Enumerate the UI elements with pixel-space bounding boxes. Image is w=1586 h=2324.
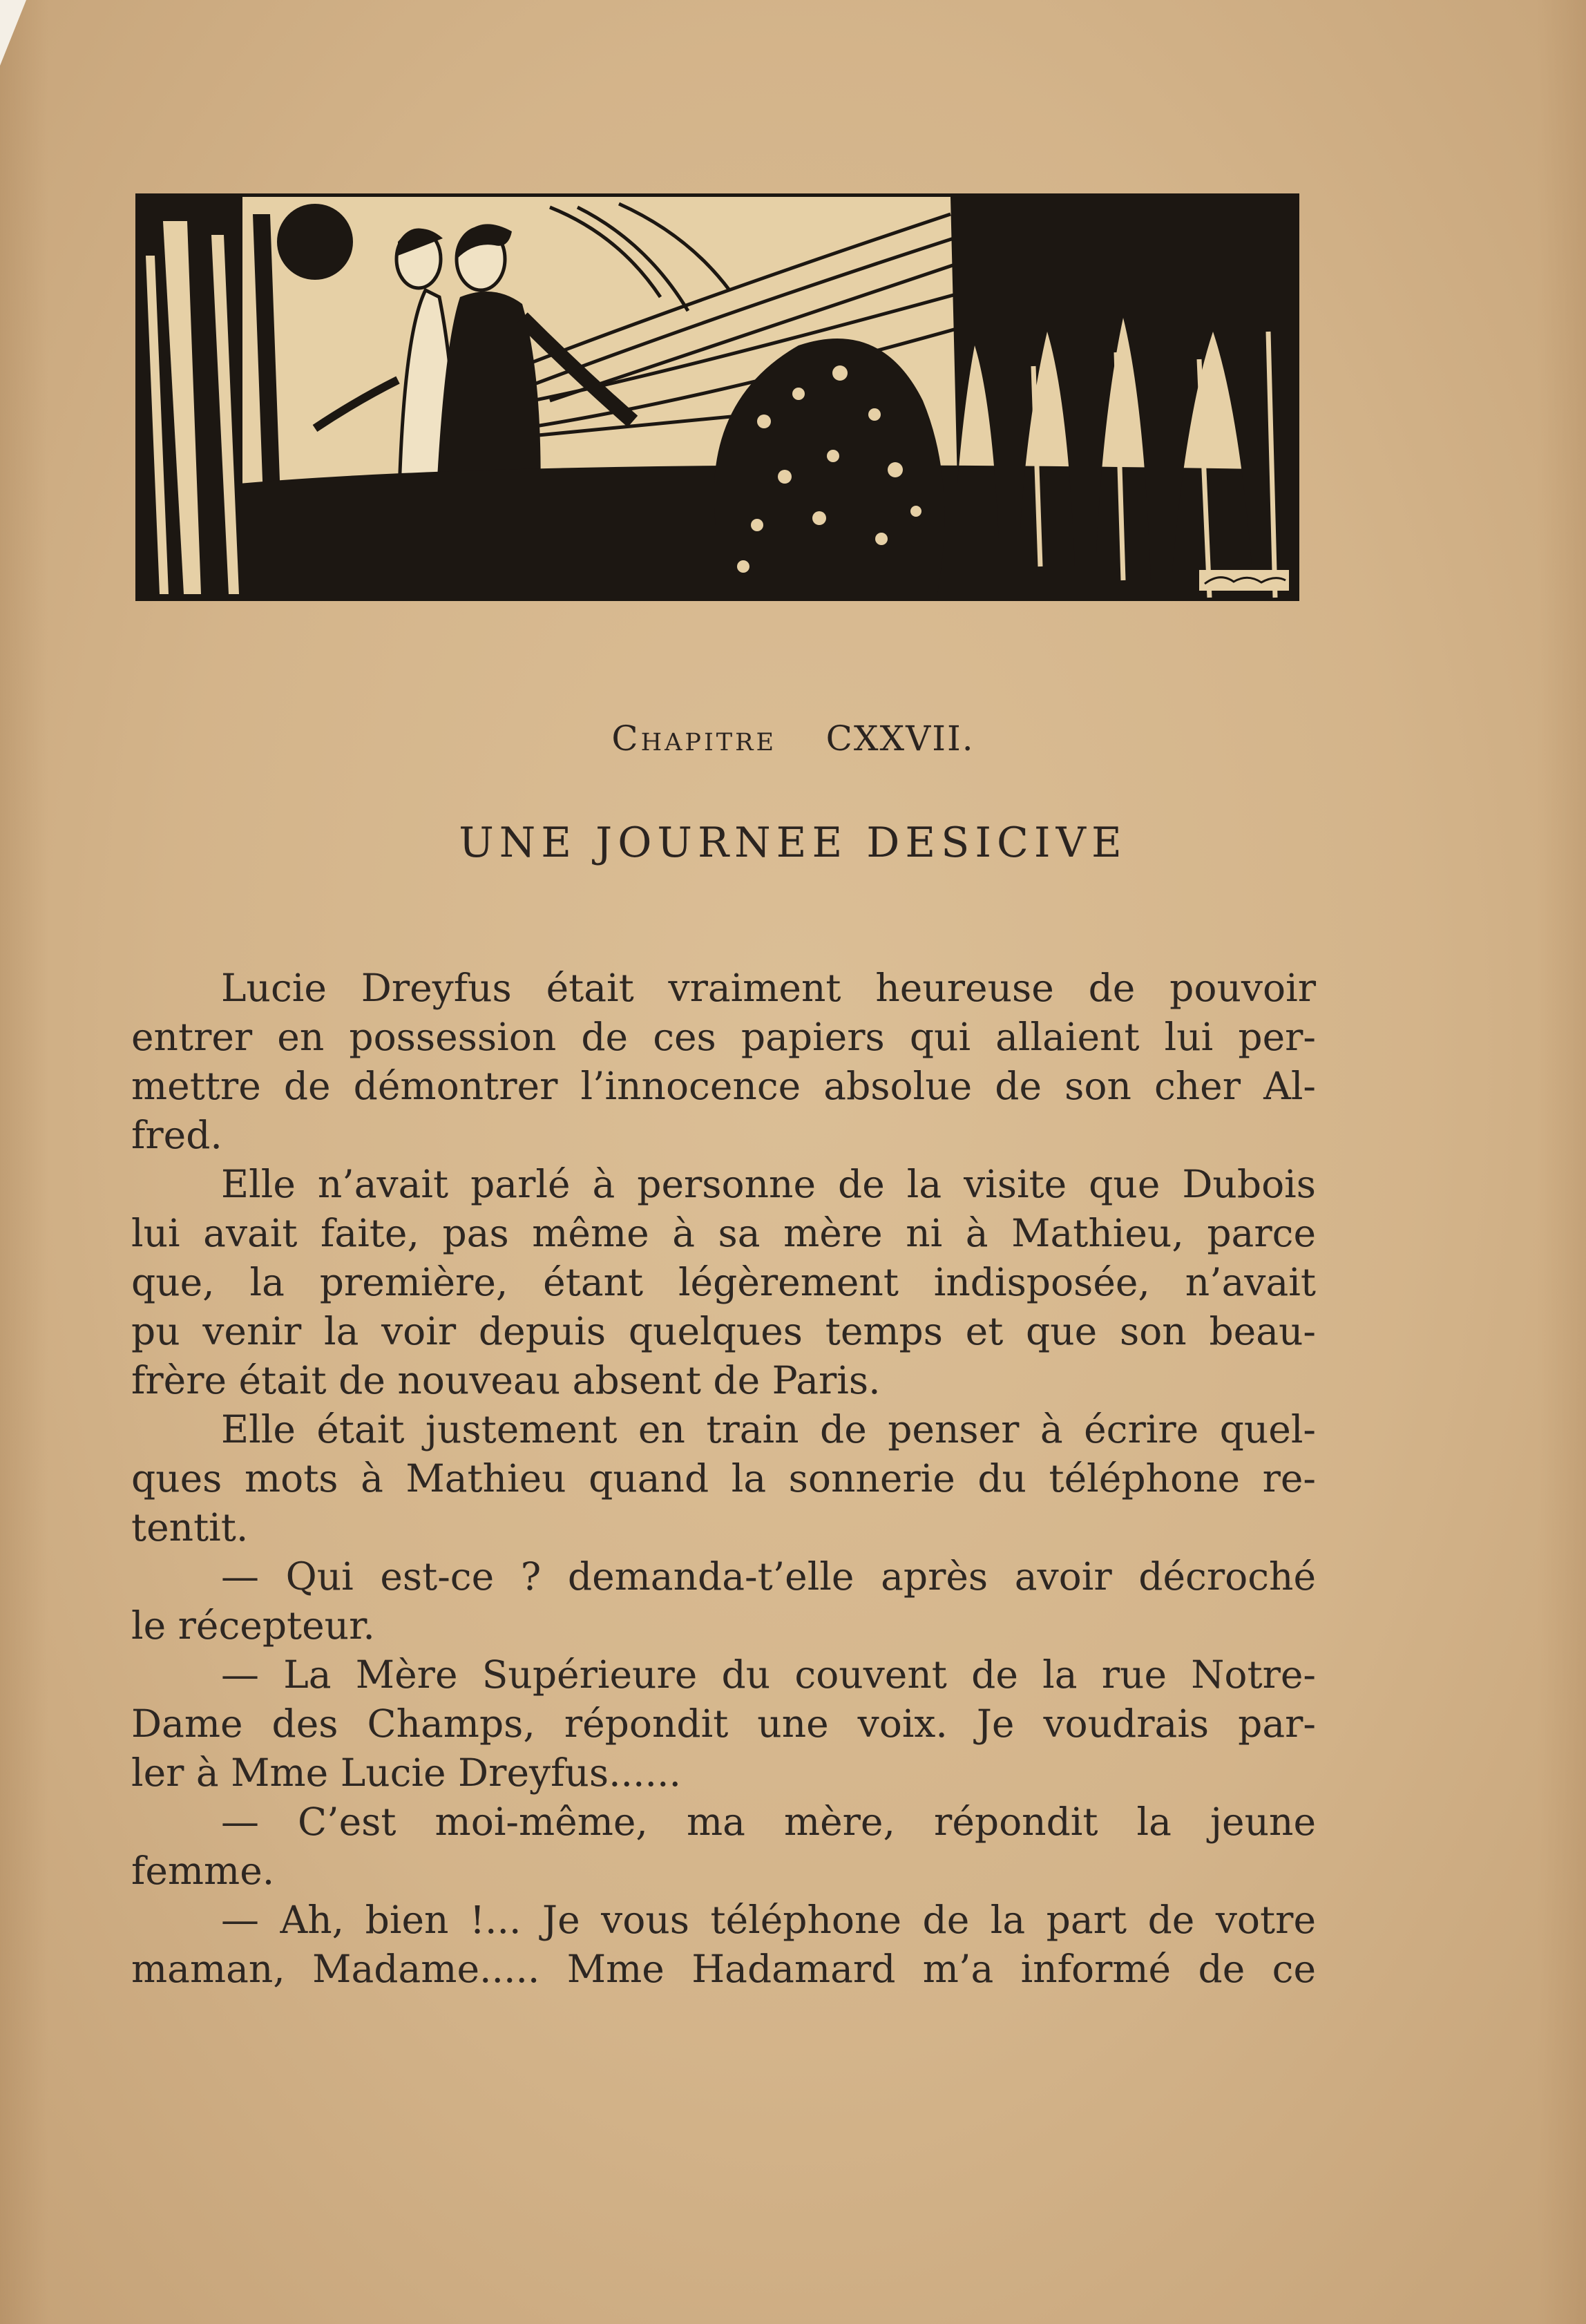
chapter-header-illustration <box>135 193 1299 601</box>
text-line: Elle n’avait parlé à personne de la visite que Dubois <box>221 1162 1316 1206</box>
text-line: Lucie Dreyfus était vraiment heureuse de pouvoir <box>221 966 1316 1010</box>
text-line: — C’est moi-même, ma mère, répondit la jeune <box>221 1800 1316 1844</box>
text-line: — La Mère Supérieure du couvent de la rue Notre- <box>221 1652 1316 1697</box>
text-line: ques mots à Mathieu quand la sonnerie du téléphone re- <box>131 1456 1316 1501</box>
text-line: tentit. <box>131 1505 249 1550</box>
text-line: Dame des Champs, répondit une voix. Je voudrais par- <box>131 1702 1316 1746</box>
text-line: que, la première, étant légèrement indisposée, n’avait <box>131 1260 1316 1304</box>
text-line: Elle était justement en train de penser à écrire quel- <box>221 1407 1316 1451</box>
text-line: mettre de démontrer l’innocence absolue de son cher Al- <box>131 1064 1316 1108</box>
torn-corner <box>0 0 26 66</box>
chapter-number: CXXVII. <box>825 718 975 759</box>
text-line: femme. <box>131 1849 275 1893</box>
text-line: entrer en possession de ces papiers qui allaient lui per- <box>131 1015 1316 1059</box>
text-line: ler à Mme Lucie Dreyfus...... <box>131 1751 681 1795</box>
text-line: lui avait faite, pas même à sa mère ni à Mathieu, parce <box>131 1211 1316 1255</box>
chapter-heading <box>0 718 1586 759</box>
chapter-label: Chapitre <box>611 718 777 759</box>
chapter-title: UNE JOURNEE DESICIVE <box>459 819 1127 867</box>
text-line: fred. <box>131 1113 222 1157</box>
text-line: pu venir la voir depuis quelques temps et que son beau- <box>131 1309 1316 1353</box>
text-line: — Ah, bien !... Je vous téléphone de la part de votre <box>221 1898 1316 1942</box>
woodcut-engraving <box>135 193 1299 601</box>
text-line: frère était de nouveau absent de Paris. <box>131 1358 881 1402</box>
text-line: le récepteur. <box>131 1603 375 1648</box>
text-line: maman, Madame..... Mme Hadamard m’a informé de ce <box>131 1947 1316 1991</box>
text-line: — Qui est-ce ? demanda-t’elle après avoir décroché <box>221 1554 1316 1599</box>
body-text <box>131 964 1316 1994</box>
